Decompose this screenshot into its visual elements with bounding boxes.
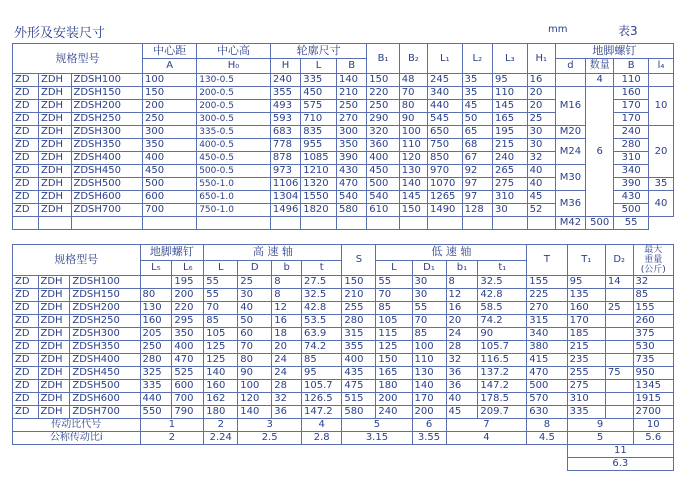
header-outline: 轮廓尺寸 (270, 44, 366, 59)
header-center-distance: 中心距 (143, 44, 197, 59)
page-title: 外形及安装尺寸 (14, 26, 106, 41)
header-l: L (301, 59, 337, 74)
table-row: ZD ZDH ZDSH600 600 650-1.0 1304 1550 540 540 145 1265 97 310 45 M36 430 40 (13, 191, 674, 204)
ratio-extra-row (13, 445, 674, 458)
header-low-speed-shaft: 低 速 轴 (376, 245, 527, 261)
table-row: ZD ZDH ZDSH200 130 220 70 40 12 42.8 255 85 55 16 58.5 270 160 25 155 (13, 302, 674, 315)
bolt-d: M24 (555, 139, 585, 165)
header-ls-l: L (376, 260, 412, 276)
ratio-row: 公称传动比i 2 2.24 2.5 2.8 3.15 3.55 4 4.5 5 5.6 (13, 432, 674, 445)
table-row: ZD ZDH ZDSH350 250 400 125 70 20 74.2 355 125 100 28 105.7 380 215 530 (13, 341, 674, 354)
bolt-d (555, 74, 585, 87)
header-l6: L₆ (172, 260, 204, 276)
table-row: ZD ZDH ZDSH250 160 295 85 50 16 53.5 280 105 70 20 74.2 315 170 260 (13, 315, 674, 328)
header-high-speed-shaft: 高 速 轴 (204, 245, 342, 261)
ratio-extra-row (13, 458, 674, 471)
header-s: S (342, 245, 376, 276)
table-row: ZD ZDH ZDSH400 400 450-0.5 878 1085 390 400 120 850 67 240 32 310 (13, 152, 674, 165)
table-number: 表3 (618, 24, 638, 38)
header-b: B (336, 59, 366, 74)
header-bolt: 地脚螺钉 (140, 245, 204, 261)
ratio-11: 6.3 (567, 458, 673, 471)
table-row: ZD ZDH ZDSH500 335 600 160 100 28 105.7 475 180 140 36 147.2 500 275 1345 (13, 380, 674, 393)
ratio-code-11: 11 (567, 445, 673, 458)
header-l4: l₄ (648, 59, 673, 74)
table-row: ZD ZDH ZDSH100 100 130-0.5 240 335 140 150 48 245 35 95 16 4 110 (13, 74, 674, 87)
header-l3: L₃ (492, 44, 527, 74)
table-row: ZD ZDH ZDSH700 550 790 180 140 36 147.2 580 240 200 45 209.7 630 335 2700 (13, 406, 674, 419)
table-row: ZD ZDH ZDSH450 450 500-0.5 973 1210 430 450 130 970 92 265 40 M30 340 (13, 165, 674, 178)
shaft-dimensions-table (12, 244, 674, 471)
table-row: ZD ZDH ZDSH150 150 200-0.5 355 450 210 220 70 340 35 110 20 M16 6 160 10 (13, 87, 674, 100)
header-l2: L₂ (462, 44, 492, 74)
table-row: ZD ZDH ZDSH450 325 525 140 90 24 95 435 165 130 36 137.2 470 255 75 950 (13, 367, 674, 380)
header-bolt-b: B (614, 59, 649, 74)
header-qty: 数量 (586, 59, 614, 74)
bolt-d: M36 (555, 191, 585, 217)
table-row: ZD ZDH ZDSH300 205 350 105 60 18 63.9 315 115 85 24 90 340 185 375 (13, 328, 674, 341)
table-row: ZD ZDH ZDSH100 195 55 25 8 27.5 150 55 30 8 32.5 155 95 14 32 (13, 276, 674, 289)
header-ls-b1: b₁ (446, 260, 478, 276)
bolt-d: M20 (555, 126, 585, 139)
header-model: 规格型号 (13, 245, 141, 276)
header-d: d (555, 59, 585, 74)
header-a: A (143, 59, 197, 74)
bolt-d: M42 (555, 217, 585, 230)
table-row: ZD ZDH ZDSH500 500 550-1.0 1106 1320 470 500 140 1070 97 275 40 390 35 (13, 178, 674, 191)
bolt-qty: 6 (586, 87, 614, 217)
header-b1: B₁ (367, 44, 400, 74)
ratio-code-row: 传动比代号 1 2 3 4 5 6 7 8 9 10 (13, 419, 674, 432)
outline-dimensions-table (12, 43, 674, 230)
table-row: ZD ZDH ZDSH300 300 335-0.5 683 835 300 320 100 650 65 195 30 M20 240 20 (13, 126, 674, 139)
unit-label: mm (548, 24, 568, 35)
header-bolt: 地脚螺钉 (555, 44, 673, 59)
header-h0: H₀ (197, 59, 271, 74)
table-row: M42 500 55 (13, 217, 674, 230)
header-model: 规格型号 (13, 44, 143, 74)
bolt-d: M16 (555, 87, 585, 126)
table-row: ZD ZDH ZDSH400 280 470 125 80 24 85 400 150 110 32 116.5 415 235 735 (13, 354, 674, 367)
header-l1: L₁ (427, 44, 462, 74)
header-t-upper: T (527, 245, 567, 276)
header-h1: H₁ (527, 44, 555, 74)
header-hs-t: t (302, 260, 342, 276)
header-b2: B₂ (399, 44, 427, 74)
header-l5: L₅ (140, 260, 172, 276)
header-hs-d: D (238, 260, 272, 276)
table-row: ZD ZDH ZDSH250 250 300-0.5 593 710 270 290 90 545 50 165 25 170 (13, 113, 674, 126)
table-row: ZD ZDH ZDSH700 700 750-1.0 1496 1820 580 610 150 1490 128 30 52 500 (13, 204, 674, 217)
header-ls-d1: D₁ (412, 260, 446, 276)
header-hs-l: L (204, 260, 238, 276)
header-d2: D₂ (605, 245, 633, 276)
table-row: ZD ZDH ZDSH350 350 400-0.5 778 955 350 360 110 750 68 215 30 M24 280 (13, 139, 674, 152)
header-hs-b: b (272, 260, 302, 276)
header-center-height: 中心高 (197, 44, 271, 59)
table-row: ZD ZDH ZDSH600 440 700 162 120 32 126.5 515 200 170 40 178.5 570 310 1915 (13, 393, 674, 406)
bolt-d: M30 (555, 165, 585, 191)
table-row: ZD ZDH ZDSH200 200 200-0.5 493 575 250 250 80 440 45 145 20 170 (13, 100, 674, 113)
header-h: H (270, 59, 300, 74)
table-row: ZD ZDH ZDSH150 80 200 55 30 8 32.5 210 70 30 12 42.8 225 135 85 (13, 289, 674, 302)
bolt-qty: 4 (586, 74, 614, 87)
header-t1-upper: T₁ (567, 245, 605, 276)
header-weight: 最大 重量 (公斤) (633, 245, 673, 276)
header-ls-t1: t₁ (478, 260, 527, 276)
